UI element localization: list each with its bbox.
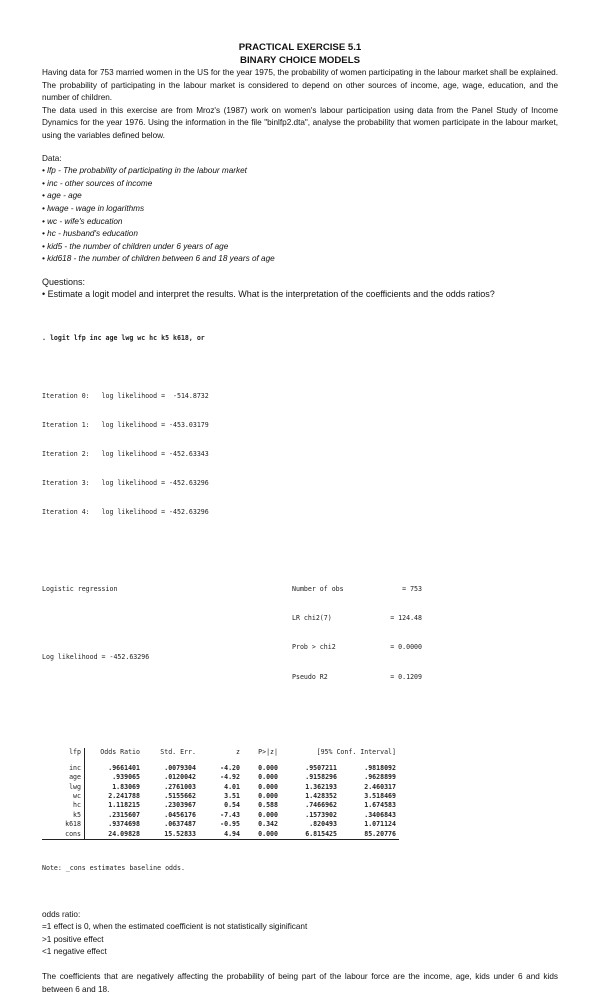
odds-heading: odds ratio:	[42, 909, 81, 919]
stata-command: . logit lfp inc age lwg wc hc k5 k618, or	[42, 334, 205, 343]
table-row: hc 1.118215 .2303967 0.54 0.588 .7466962 1.674583	[73, 801, 396, 810]
data-item: • lfp - The probability of participating in the labour market	[42, 166, 247, 176]
iteration-line: Iteration 4: log likelihood = -452.63296	[42, 508, 209, 517]
questions-heading: Questions:	[42, 276, 86, 287]
stat-row: Pseudo R2 = 0.1209	[292, 672, 422, 681]
stat-row: Prob > chi2 = 0.0000	[292, 643, 422, 652]
col-header: Odds Ratio	[85, 748, 144, 757]
iteration-line: Iteration 0: log likelihood = -514.8732	[42, 391, 209, 400]
model-name: Logistic regression	[42, 585, 118, 594]
document-page	[42, 42, 558, 996]
stat-row: LR chi2(7) = 124.48	[292, 614, 422, 623]
iteration-line: Iteration 3: log likelihood = -452.63296	[42, 479, 209, 488]
loglik-line: Log likelihood = -452.63296	[42, 652, 150, 661]
intro-paragraph-1: Having data for 753 married women in the US for the year 1975, the probability of women participating in the labour market shall be explained. The probability of participating in the labour market is considered to depend on other sources of income, age, wage, education, and the number of children.	[42, 68, 558, 103]
data-item: • wc - wife's education	[42, 216, 123, 226]
data-item: • kid618 - the number of children between 6 and 18 years of age	[42, 254, 275, 264]
regression-header	[42, 566, 422, 702]
table-row: k618 .9374698 .0637487 -0.95 0.342 .820493 1.071124	[65, 820, 396, 829]
doc-title-line1: PRACTICAL EXERCISE 5.1	[238, 42, 362, 53]
col-header: [95% Conf. Interval]	[316, 748, 396, 757]
conclusion-paragraph: The coefficients that are negatively affecting the probability of being part of the labour force are the income, age, kids under 6 and kids between 6 and 18.	[42, 971, 558, 994]
iteration-line: Iteration 2: log likelihood = -452.63343	[42, 450, 209, 459]
table-row: wc 2.241788 .5155662 3.51 0.000 1.428352 3.518469	[73, 792, 396, 801]
model-stats	[292, 566, 422, 702]
col-header: lfp	[69, 748, 81, 757]
table-row: cons 24.09828 15.52833 4.94 0.000 6.815425 85.20776	[42, 830, 399, 840]
col-header: z	[236, 748, 240, 757]
data-item: • age - age	[42, 191, 82, 201]
stata-note: Note: _cons estimates baseline odds.	[42, 863, 185, 872]
data-item: • kid5 - the number of children under 6 years of age	[42, 241, 229, 251]
data-list	[42, 165, 558, 266]
stata-output	[42, 315, 558, 893]
intro-paragraph-2: The data used in this exercise are from Mroz's (1987) work on women's labour participation using data from the Panel Study of Income Dynamics for the year 1976. Using the information in the file "binlfp2.dta", analyse the probability that women participate in the labour market, using the variables defined below.	[42, 105, 558, 140]
doc-title-line2: BINARY CHOICE MODELS	[240, 54, 360, 66]
odds-item: <1 negative effect	[42, 947, 107, 957]
table-row: age .939065 .0120042 -4.92 0.000 .9158296 .9628899	[69, 773, 396, 782]
iteration-line: Iteration 1: log likelihood = -453.03179	[42, 420, 209, 429]
data-item: • lwage - wage in logarithms	[42, 203, 145, 213]
data-item: • inc - other sources of income	[42, 178, 153, 188]
table-row: inc .9661401 .0079304 -4.20 0.000 .9507211 .9818092	[69, 763, 396, 772]
data-item: • hc - husband's education	[42, 229, 138, 239]
data-heading: Data:	[42, 153, 62, 163]
col-header: P>|z|	[258, 748, 278, 757]
col-header: Std. Err.	[160, 748, 196, 757]
stat-row: Number of obs = 753	[292, 585, 422, 594]
table-row: k5 .2315607 .0456176 -7.43 0.000 .1573902 .3406843	[73, 810, 396, 819]
table-row: lwg 1.83069 .2761003 4.01 0.000 1.362193 2.460317	[69, 782, 396, 791]
odds-item: >1 positive effect	[42, 934, 104, 944]
odds-item: =1 effect is 0, when the estimated coefficient is not statistically siginificant	[42, 922, 308, 932]
question-text: • Estimate a logit model and interpret the results. What is the interpretation of the coefficients and the odds ratios?	[42, 289, 495, 300]
table-header-row	[42, 748, 399, 757]
odds-ratio-table	[42, 748, 399, 840]
